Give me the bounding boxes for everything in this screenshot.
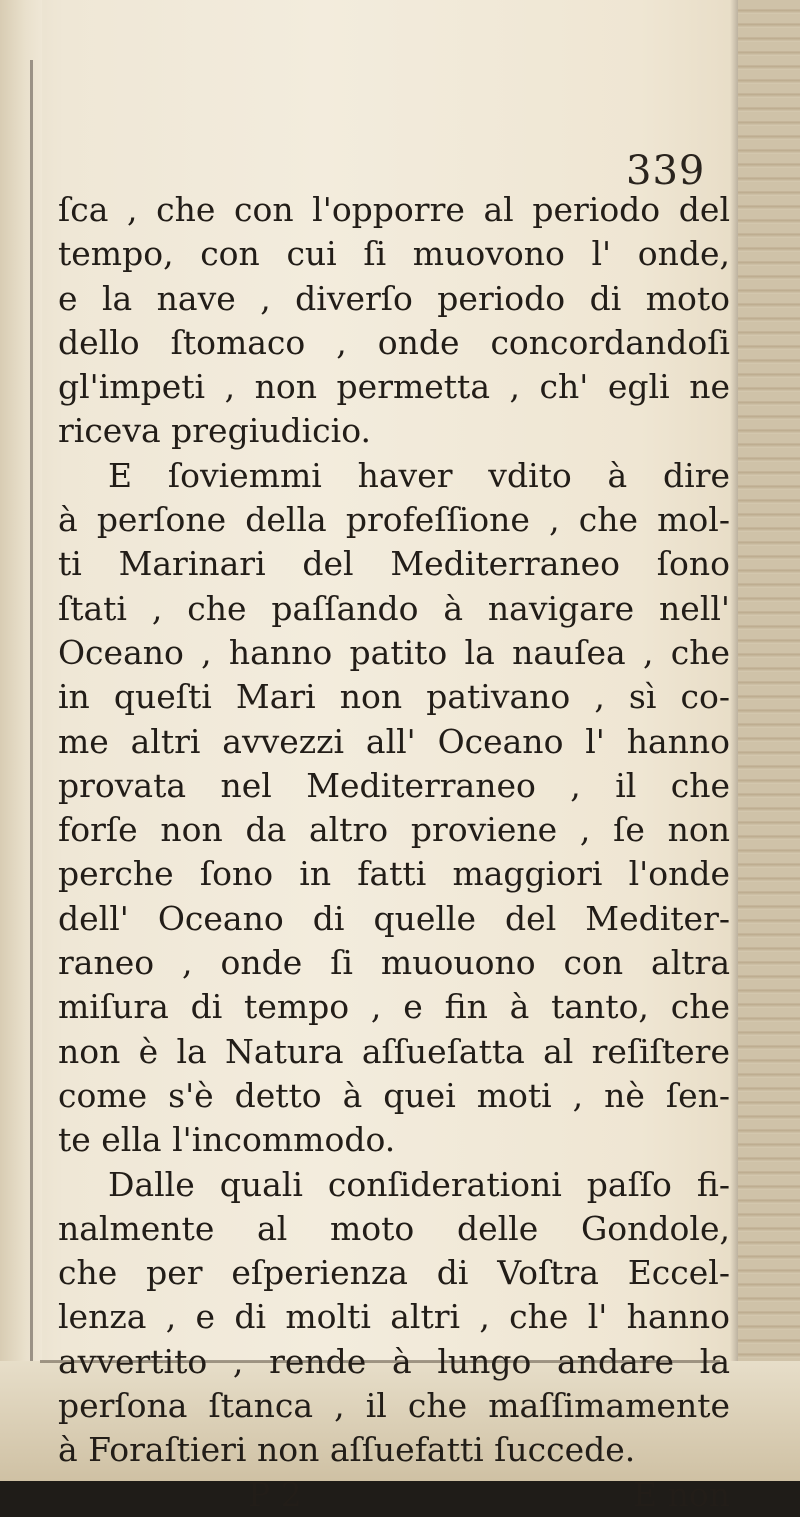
text-line: gl'impeti , non permetta , ch' egli ne: [58, 367, 730, 407]
text-line: dello ſtomaco , onde concordandoſi: [58, 322, 730, 362]
text-line: dell' Oceano di quelle del Mediter-: [58, 898, 730, 938]
text-line: à Foraſtieri non aſſuefatti ſuccede.: [58, 1430, 636, 1470]
text-line: raneo , onde ſi muouono con altra: [58, 943, 730, 983]
page-edge-stack: [738, 0, 800, 1481]
text-line: ſca , che con l'opporre al periodo del: [58, 190, 730, 229]
text-line: in queſti Mari non pativano , sì co-: [58, 677, 730, 717]
text-line: non è la Natura aſſueſatta al reſiſtere: [58, 1031, 730, 1071]
text-line: perche ſono in fatti maggiori l'onde: [58, 854, 730, 894]
page-gutter: [0, 0, 42, 1481]
gutter-fold-line: [30, 60, 33, 1390]
text-line: provata nel Mediterraneo , il che: [58, 765, 730, 805]
text-line: lenza , e di molti altri , che l' hanno: [58, 1297, 730, 1337]
text-line: e la nave , diverſo periodo di moto: [58, 278, 730, 318]
text-line: miſura di tempo , e fin à tanto, che: [58, 987, 730, 1027]
text-line: ti Marinari del Mediterraneo ſono: [58, 544, 730, 584]
page-edge-shadow: [730, 0, 738, 1481]
text-line: nalmente al moto delle Gondole,: [58, 1208, 730, 1248]
text-line: Oceano , hanno patito la nauſea , che: [58, 632, 730, 672]
text-line: che per eſperienza di Voſtra Eccel-: [58, 1253, 730, 1293]
signature-line: [58, 1473, 730, 1517]
text-line: forſe non da altro proviene , ſe non: [58, 810, 730, 850]
catchword: E non: [633, 1474, 730, 1514]
text-line: come s'è detto à quei moti , nè ſen-: [58, 1075, 730, 1115]
text-line: avvertito , rende à lungo andare la: [58, 1341, 730, 1381]
text-line: me altri avvezzi all' Oceano l' hanno: [58, 721, 730, 761]
text-line: ſtati , che paſſando à navigare nell': [58, 588, 730, 628]
text-line: à perſone della profeſſione , che mol-: [58, 500, 730, 540]
page-number: 339: [626, 148, 706, 194]
body-text: [58, 188, 730, 1517]
text-line: te ella l'incommodo.: [58, 1120, 396, 1160]
text-line: Dalle quali conſiderationi paſſo fi-: [108, 1164, 730, 1204]
text-line: tempo, con cui ſi muovono l' onde,: [58, 234, 730, 274]
text-line: E ſoviemmi haver vdito à dire: [108, 455, 730, 495]
text-line: riceva pregiudicio.: [58, 411, 372, 451]
text-line: perſona ſtanca , il che maſſimamente: [58, 1386, 730, 1426]
signature-mark: P 2: [248, 1474, 302, 1514]
